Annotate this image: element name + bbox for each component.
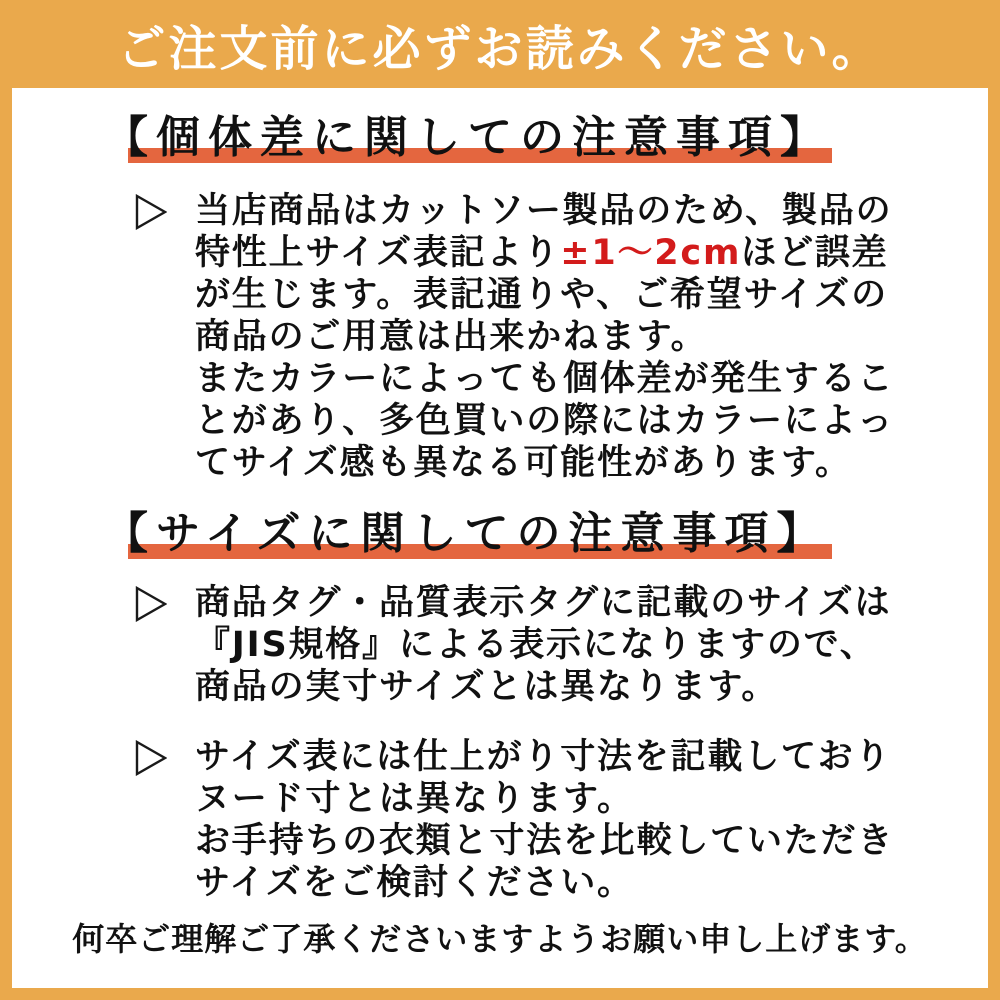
footer-note: 何卒ご理解ご了承くださいますようお願い申し上げます。 [72,920,928,958]
bullet-item-tolerance [12,190,988,484]
body-line: またカラーによっても個体差が発生するこ [195,359,895,399]
body-line: 『JIS規格』による表示になりますので、 [195,625,877,665]
bullet-text-block [195,190,894,484]
bullet-text-block [195,736,894,904]
triangle-bullet-icon [124,736,195,776]
body-line: ヌード寸とは異なります。 [195,779,634,819]
body-line: サイズをご検討ください。 [195,863,634,903]
body-line: 商品タグ・品質表示タグに記載のサイズは [195,583,892,623]
tolerance-highlight: ±1〜2cm [560,233,742,273]
body-line-with-highlight [195,232,894,274]
top-banner-title: ご注文前に必ずお読みください。 [117,20,883,77]
body-line: 当店商品はカットソー製品のため、製品の [195,191,893,231]
top-banner [0,0,1000,88]
line-segment: ほど誤差 [741,233,889,273]
section-heading-text: 【個体差に関しての注意事項】 [104,112,832,163]
section-heading-individual-difference [12,114,988,162]
body-line: サイズ表には仕上がり寸法を記載しており [195,737,892,777]
notice-sheet [12,88,988,988]
body-line: お手持ちの衣類と寸法を比較していただき [195,821,895,861]
triangle-bullet-icon [124,190,195,230]
body-line: てサイズ感も異なる可能性があります。 [195,443,852,483]
section-heading-text: 【サイズに関しての注意事項】 [104,508,829,559]
line-segment: 特性上サイズ表記より [195,233,561,273]
bullet-text-block [195,582,891,708]
body-line: とがあり、多色買いの際にはカラーによっ [195,401,895,441]
bullet-item-jis-standard [12,582,988,708]
section-size-notes [12,510,988,904]
body-line: 商品の実寸サイズとは異なります。 [195,667,779,707]
body-line: 商品のご用意は出来かねます。 [195,317,708,357]
bullet-item-finished-measurements [12,736,988,904]
section-individual-difference [12,114,988,484]
body-line: が生じます。表記通りや、ご希望サイズの [195,275,888,315]
triangle-bullet-icon [124,582,195,622]
section-heading-size [12,510,988,558]
